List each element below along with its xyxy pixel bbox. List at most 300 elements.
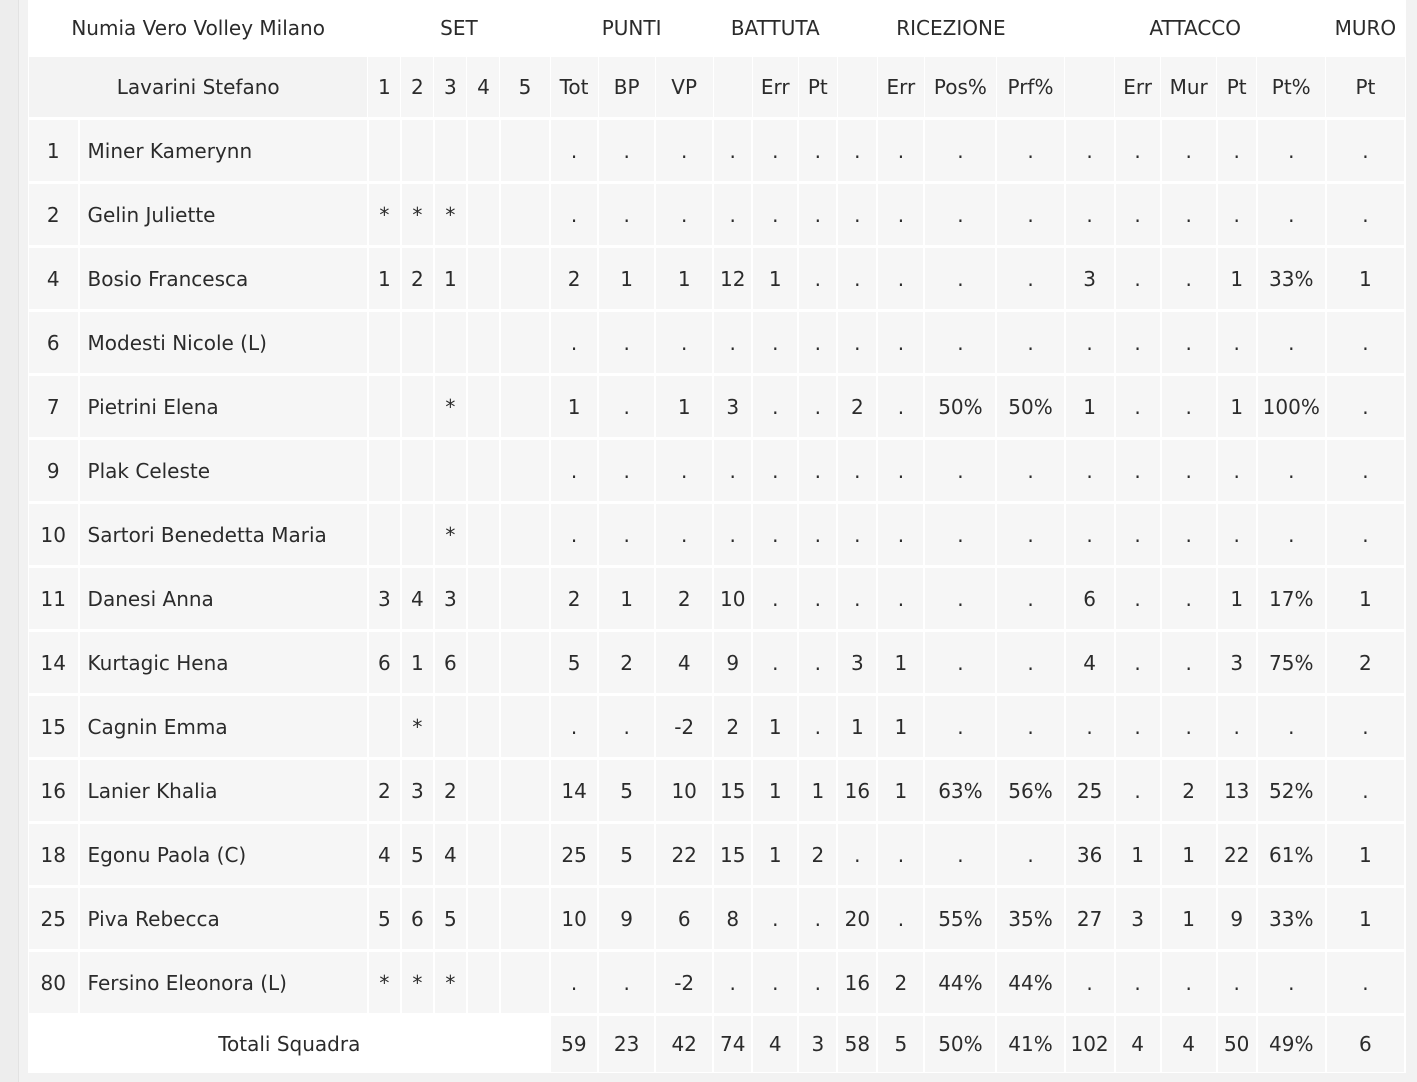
player-number: 16 bbox=[29, 759, 79, 823]
stat-cell: . bbox=[877, 567, 924, 631]
total-cell: 59 bbox=[550, 1015, 598, 1073]
column-header: Pt% bbox=[1257, 56, 1326, 119]
stat-cell: 50% bbox=[996, 375, 1064, 439]
stat-cell: * bbox=[368, 183, 401, 247]
stat-cell: . bbox=[877, 503, 924, 567]
group-ricezione: RICEZIONE bbox=[837, 1, 1064, 56]
stat-cell: -2 bbox=[655, 695, 713, 759]
stat-cell: 6 bbox=[1065, 567, 1115, 631]
stat-cell: . bbox=[713, 119, 752, 183]
team-name: Numia Vero Volley Milano bbox=[29, 1, 368, 56]
total-cell: 4 bbox=[752, 1015, 798, 1073]
column-header: Pt bbox=[1326, 56, 1405, 119]
stat-cell: . bbox=[1217, 183, 1257, 247]
stat-cell bbox=[500, 567, 550, 631]
stat-cell: 9 bbox=[1217, 887, 1257, 951]
column-header: 1 bbox=[368, 56, 401, 119]
stat-cell bbox=[500, 631, 550, 695]
stat-cell: . bbox=[752, 631, 798, 695]
stat-cell: . bbox=[798, 951, 837, 1015]
player-number: 9 bbox=[29, 439, 79, 503]
player-name: Plak Celeste bbox=[79, 439, 368, 503]
column-header: 3 bbox=[434, 56, 467, 119]
stat-cell: 17% bbox=[1257, 567, 1326, 631]
group-punti: PUNTI bbox=[550, 1, 713, 56]
stat-cell: . bbox=[1115, 311, 1161, 375]
stat-cell: . bbox=[655, 183, 713, 247]
stat-cell: 4 bbox=[434, 823, 467, 887]
stat-cell: . bbox=[1065, 503, 1115, 567]
stat-cell: . bbox=[1065, 439, 1115, 503]
stat-cell: . bbox=[996, 183, 1064, 247]
stat-cell: . bbox=[1161, 631, 1217, 695]
stat-cell: 3 bbox=[368, 567, 401, 631]
stat-cell: . bbox=[550, 311, 598, 375]
stat-cell: . bbox=[1326, 759, 1405, 823]
stat-cell: 5 bbox=[598, 759, 655, 823]
stat-cell: . bbox=[924, 823, 996, 887]
table-row bbox=[29, 567, 1406, 631]
stat-cell: 1 bbox=[1217, 247, 1257, 311]
column-header: VP bbox=[655, 56, 713, 119]
stat-cell: . bbox=[1161, 311, 1217, 375]
stat-cell bbox=[401, 439, 434, 503]
stat-cell: . bbox=[752, 887, 798, 951]
stat-cell: . bbox=[798, 119, 837, 183]
total-cell: 41% bbox=[996, 1015, 1064, 1073]
stat-cell bbox=[467, 247, 500, 311]
stat-cell bbox=[467, 503, 500, 567]
stat-cell: . bbox=[924, 567, 996, 631]
stat-cell: . bbox=[1115, 567, 1161, 631]
stat-cell bbox=[401, 375, 434, 439]
player-name: Bosio Francesca bbox=[79, 247, 368, 311]
stat-cell: 1 bbox=[877, 695, 924, 759]
stat-cell: 5 bbox=[401, 823, 434, 887]
stat-cell: . bbox=[1257, 503, 1326, 567]
stat-cell: . bbox=[1326, 503, 1405, 567]
stat-cell: . bbox=[837, 247, 877, 311]
column-header: Prf% bbox=[996, 56, 1064, 119]
stat-cell: . bbox=[655, 503, 713, 567]
stat-cell: . bbox=[837, 503, 877, 567]
stat-cell: . bbox=[598, 311, 655, 375]
player-number: 6 bbox=[29, 311, 79, 375]
stat-cell bbox=[467, 887, 500, 951]
table-row bbox=[29, 375, 1406, 439]
player-name: Modesti Nicole (L) bbox=[79, 311, 368, 375]
stat-cell: . bbox=[1161, 951, 1217, 1015]
stat-cell bbox=[467, 311, 500, 375]
stat-cell bbox=[467, 375, 500, 439]
column-header bbox=[713, 56, 752, 119]
stat-cell: 6 bbox=[401, 887, 434, 951]
stat-cell: . bbox=[798, 247, 837, 311]
stat-cell: 35% bbox=[996, 887, 1064, 951]
stat-cell: . bbox=[877, 247, 924, 311]
table-row bbox=[29, 247, 1406, 311]
stat-cell: 1 bbox=[877, 631, 924, 695]
stat-cell: 1 bbox=[1326, 887, 1405, 951]
stat-cell: 16 bbox=[837, 951, 877, 1015]
stat-cell: . bbox=[996, 503, 1064, 567]
stat-cell: . bbox=[798, 887, 837, 951]
stat-cell: 44% bbox=[996, 951, 1064, 1015]
stat-cell: . bbox=[550, 503, 598, 567]
group-muro: MURO bbox=[1326, 1, 1405, 56]
column-header: 2 bbox=[401, 56, 434, 119]
stat-cell: . bbox=[996, 631, 1064, 695]
stat-cell: . bbox=[1257, 695, 1326, 759]
column-header: Pos% bbox=[924, 56, 996, 119]
stat-cell: . bbox=[996, 823, 1064, 887]
stat-cell: . bbox=[752, 183, 798, 247]
total-cell: 3 bbox=[798, 1015, 837, 1073]
column-header bbox=[1065, 56, 1115, 119]
stat-cell: 15 bbox=[713, 823, 752, 887]
total-cell: 49% bbox=[1257, 1015, 1326, 1073]
group-attacco: ATTACCO bbox=[1065, 1, 1326, 56]
stat-cell: . bbox=[924, 631, 996, 695]
stat-cell: . bbox=[655, 311, 713, 375]
stat-cell: . bbox=[1326, 695, 1405, 759]
stat-cell: . bbox=[1115, 375, 1161, 439]
stat-cell: . bbox=[1065, 311, 1115, 375]
stat-cell: . bbox=[1326, 311, 1405, 375]
stat-cell: 5 bbox=[550, 631, 598, 695]
stat-cell: . bbox=[598, 951, 655, 1015]
stat-cell: . bbox=[877, 119, 924, 183]
stat-cell: 2 bbox=[798, 823, 837, 887]
player-number: 80 bbox=[29, 951, 79, 1015]
stat-cell: * bbox=[401, 183, 434, 247]
stat-cell: 2 bbox=[837, 375, 877, 439]
stat-cell: . bbox=[1217, 119, 1257, 183]
stat-cell: . bbox=[1065, 951, 1115, 1015]
total-cell: 50 bbox=[1217, 1015, 1257, 1073]
stat-cell: 16 bbox=[837, 759, 877, 823]
stat-cell: 1 bbox=[550, 375, 598, 439]
stat-cell: . bbox=[798, 439, 837, 503]
stat-cell: . bbox=[1115, 183, 1161, 247]
stat-cell: . bbox=[1257, 311, 1326, 375]
stat-cell: 4 bbox=[1065, 631, 1115, 695]
stat-cell: * bbox=[401, 695, 434, 759]
player-name: Egonu Paola (C) bbox=[79, 823, 368, 887]
stat-cell: 1 bbox=[752, 247, 798, 311]
stat-cell: 52% bbox=[1257, 759, 1326, 823]
stat-cell: 9 bbox=[598, 887, 655, 951]
stat-cell: . bbox=[996, 119, 1064, 183]
column-header bbox=[837, 56, 877, 119]
stat-cell: 1 bbox=[752, 823, 798, 887]
stat-cell: . bbox=[550, 119, 598, 183]
stat-cell: . bbox=[1115, 759, 1161, 823]
table-row bbox=[29, 631, 1406, 695]
stat-cell: 1 bbox=[1326, 247, 1405, 311]
stat-cell bbox=[500, 759, 550, 823]
stat-cell: 1 bbox=[1161, 887, 1217, 951]
stat-cell bbox=[500, 695, 550, 759]
column-header: Err bbox=[1115, 56, 1161, 119]
stat-cell: . bbox=[1115, 119, 1161, 183]
stat-cell: 13 bbox=[1217, 759, 1257, 823]
stat-cell bbox=[467, 119, 500, 183]
total-cell: 23 bbox=[598, 1015, 655, 1073]
group-set: SET bbox=[368, 1, 550, 56]
stat-cell: . bbox=[1161, 503, 1217, 567]
stat-cell: 1 bbox=[655, 375, 713, 439]
stat-cell: 1 bbox=[837, 695, 877, 759]
stat-cell: . bbox=[752, 119, 798, 183]
stat-cell: . bbox=[1065, 183, 1115, 247]
stat-cell: 2 bbox=[655, 567, 713, 631]
player-name: Danesi Anna bbox=[79, 567, 368, 631]
stat-cell: . bbox=[713, 503, 752, 567]
stat-cell: . bbox=[655, 439, 713, 503]
stat-cell: . bbox=[1217, 503, 1257, 567]
stat-cell: . bbox=[713, 951, 752, 1015]
stat-cell: 2 bbox=[401, 247, 434, 311]
player-name: Pietrini Elena bbox=[79, 375, 368, 439]
player-number: 14 bbox=[29, 631, 79, 695]
stat-cell: 3 bbox=[401, 759, 434, 823]
stat-cell: 2 bbox=[1161, 759, 1217, 823]
stat-cell: . bbox=[598, 503, 655, 567]
stat-cell: . bbox=[924, 695, 996, 759]
stat-cell: 63% bbox=[924, 759, 996, 823]
coach-name: Lavarini Stefano bbox=[29, 56, 368, 119]
column-header: Pt bbox=[798, 56, 837, 119]
stat-cell: 1 bbox=[1326, 567, 1405, 631]
stat-cell bbox=[368, 119, 401, 183]
stat-cell: . bbox=[996, 311, 1064, 375]
stat-cell: . bbox=[996, 439, 1064, 503]
stat-cell: 1 bbox=[1217, 375, 1257, 439]
column-header: 4 bbox=[467, 56, 500, 119]
stat-cell: 2 bbox=[713, 695, 752, 759]
stat-cell: . bbox=[1161, 183, 1217, 247]
stat-cell bbox=[467, 823, 500, 887]
stat-cell bbox=[434, 119, 467, 183]
stat-cell: . bbox=[1326, 119, 1405, 183]
table-row bbox=[29, 759, 1406, 823]
stat-cell: 4 bbox=[655, 631, 713, 695]
stat-cell: 61% bbox=[1257, 823, 1326, 887]
stat-cell: . bbox=[837, 183, 877, 247]
stat-cell: . bbox=[996, 567, 1064, 631]
stat-cell: 25 bbox=[550, 823, 598, 887]
player-name: Cagnin Emma bbox=[79, 695, 368, 759]
table-row bbox=[29, 503, 1406, 567]
stat-cell: * bbox=[434, 375, 467, 439]
player-name: Gelin Juliette bbox=[79, 183, 368, 247]
stat-cell: . bbox=[1115, 247, 1161, 311]
stat-cell: . bbox=[752, 439, 798, 503]
stat-cell: . bbox=[1161, 375, 1217, 439]
column-header: 5 bbox=[500, 56, 550, 119]
stat-cell bbox=[434, 695, 467, 759]
stat-cell: 1 bbox=[798, 759, 837, 823]
stat-cell: 55% bbox=[924, 887, 996, 951]
stat-cell: . bbox=[1161, 695, 1217, 759]
stat-cell: . bbox=[598, 183, 655, 247]
stat-cell: 5 bbox=[434, 887, 467, 951]
total-cell: 4 bbox=[1115, 1015, 1161, 1073]
stat-cell: 4 bbox=[368, 823, 401, 887]
stat-cell bbox=[500, 439, 550, 503]
table-row bbox=[29, 311, 1406, 375]
stat-cell: . bbox=[1326, 375, 1405, 439]
stat-cell bbox=[401, 503, 434, 567]
column-header: Pt bbox=[1217, 56, 1257, 119]
stat-cell: . bbox=[550, 439, 598, 503]
stat-cell: 33% bbox=[1257, 887, 1326, 951]
stat-cell: . bbox=[877, 311, 924, 375]
stat-cell: * bbox=[434, 503, 467, 567]
stat-cell bbox=[368, 503, 401, 567]
stat-cell bbox=[401, 311, 434, 375]
stat-cell: . bbox=[924, 311, 996, 375]
player-name: Piva Rebecca bbox=[79, 887, 368, 951]
player-number: 2 bbox=[29, 183, 79, 247]
stat-cell: . bbox=[1326, 183, 1405, 247]
stat-cell bbox=[500, 119, 550, 183]
stat-cell: . bbox=[798, 567, 837, 631]
column-header-row bbox=[29, 56, 1406, 119]
player-name: Kurtagic Hena bbox=[79, 631, 368, 695]
stat-cell bbox=[401, 119, 434, 183]
stat-cell bbox=[368, 311, 401, 375]
stat-cell: 6 bbox=[368, 631, 401, 695]
stat-cell: 1 bbox=[368, 247, 401, 311]
stat-cell: 9 bbox=[713, 631, 752, 695]
stat-cell bbox=[467, 759, 500, 823]
stat-cell: . bbox=[837, 311, 877, 375]
stat-cell: . bbox=[924, 439, 996, 503]
stat-cell: . bbox=[924, 247, 996, 311]
stat-cell: 1 bbox=[1217, 567, 1257, 631]
stat-cell: . bbox=[798, 183, 837, 247]
total-cell: 74 bbox=[713, 1015, 752, 1073]
stat-cell bbox=[500, 183, 550, 247]
table-row bbox=[29, 183, 1406, 247]
stat-cell bbox=[434, 311, 467, 375]
stat-cell: . bbox=[877, 183, 924, 247]
stat-cell: . bbox=[837, 823, 877, 887]
stat-cell: 2 bbox=[550, 567, 598, 631]
stat-cell bbox=[500, 503, 550, 567]
stat-cell: . bbox=[655, 119, 713, 183]
stat-cell bbox=[467, 183, 500, 247]
stat-cell: . bbox=[1257, 951, 1326, 1015]
stat-cell: . bbox=[996, 247, 1064, 311]
stat-cell: . bbox=[1065, 695, 1115, 759]
stat-cell: . bbox=[1161, 247, 1217, 311]
player-name: Miner Kamerynn bbox=[79, 119, 368, 183]
stat-cell bbox=[434, 439, 467, 503]
stat-cell: 1 bbox=[877, 759, 924, 823]
stat-cell: 2 bbox=[368, 759, 401, 823]
column-header: Err bbox=[752, 56, 798, 119]
table-row bbox=[29, 823, 1406, 887]
stat-cell: . bbox=[924, 183, 996, 247]
column-header: Tot bbox=[550, 56, 598, 119]
player-number: 1 bbox=[29, 119, 79, 183]
stat-cell: 27 bbox=[1065, 887, 1115, 951]
stat-cell: . bbox=[996, 695, 1064, 759]
stat-cell: 25 bbox=[1065, 759, 1115, 823]
stat-cell: 2 bbox=[550, 247, 598, 311]
stat-cell: . bbox=[877, 887, 924, 951]
stat-cell: . bbox=[924, 119, 996, 183]
stat-cell: . bbox=[752, 503, 798, 567]
stat-cell: 10 bbox=[655, 759, 713, 823]
stat-cell: . bbox=[752, 311, 798, 375]
column-header: BP bbox=[598, 56, 655, 119]
total-cell: 42 bbox=[655, 1015, 713, 1073]
stat-cell: . bbox=[798, 311, 837, 375]
player-name: Sartori Benedetta Maria bbox=[79, 503, 368, 567]
player-number: 11 bbox=[29, 567, 79, 631]
stat-cell: . bbox=[598, 375, 655, 439]
stat-cell bbox=[467, 439, 500, 503]
stat-cell: . bbox=[550, 951, 598, 1015]
stat-cell: . bbox=[1257, 439, 1326, 503]
stat-cell: 1 bbox=[598, 247, 655, 311]
stat-cell: . bbox=[1217, 439, 1257, 503]
stat-cell: -2 bbox=[655, 951, 713, 1015]
stat-cell: . bbox=[752, 951, 798, 1015]
stats-table bbox=[28, 0, 1406, 1073]
stat-cell: * bbox=[434, 951, 467, 1015]
column-header: Err bbox=[877, 56, 924, 119]
total-cell: 6 bbox=[1326, 1015, 1405, 1073]
stat-cell: . bbox=[837, 567, 877, 631]
stat-cell: . bbox=[837, 439, 877, 503]
stat-cell: 6 bbox=[655, 887, 713, 951]
stat-cell: 4 bbox=[401, 567, 434, 631]
stat-cell: . bbox=[550, 183, 598, 247]
stat-cell: 14 bbox=[550, 759, 598, 823]
table-row bbox=[29, 887, 1406, 951]
stat-cell: 3 bbox=[837, 631, 877, 695]
stat-cell: 22 bbox=[655, 823, 713, 887]
total-cell: 5 bbox=[877, 1015, 924, 1073]
stat-cell: . bbox=[1115, 631, 1161, 695]
stat-cell: 2 bbox=[434, 759, 467, 823]
stat-cell: . bbox=[713, 311, 752, 375]
stat-cell: . bbox=[1065, 119, 1115, 183]
stat-cell: . bbox=[1257, 119, 1326, 183]
stat-cell: . bbox=[924, 503, 996, 567]
stat-cell: 12 bbox=[713, 247, 752, 311]
stat-cell: . bbox=[752, 375, 798, 439]
player-number: 18 bbox=[29, 823, 79, 887]
table-row bbox=[29, 119, 1406, 183]
stat-cell: . bbox=[1257, 183, 1326, 247]
stat-cell: 33% bbox=[1257, 247, 1326, 311]
table-row bbox=[29, 439, 1406, 503]
stat-cell: 1 bbox=[434, 247, 467, 311]
stat-cell: . bbox=[1161, 567, 1217, 631]
stat-cell: . bbox=[798, 375, 837, 439]
stat-cell: * bbox=[401, 951, 434, 1015]
stat-cell: 56% bbox=[996, 759, 1064, 823]
page-left-edge bbox=[0, 0, 19, 1082]
stat-cell bbox=[467, 567, 500, 631]
stat-cell: . bbox=[1115, 439, 1161, 503]
